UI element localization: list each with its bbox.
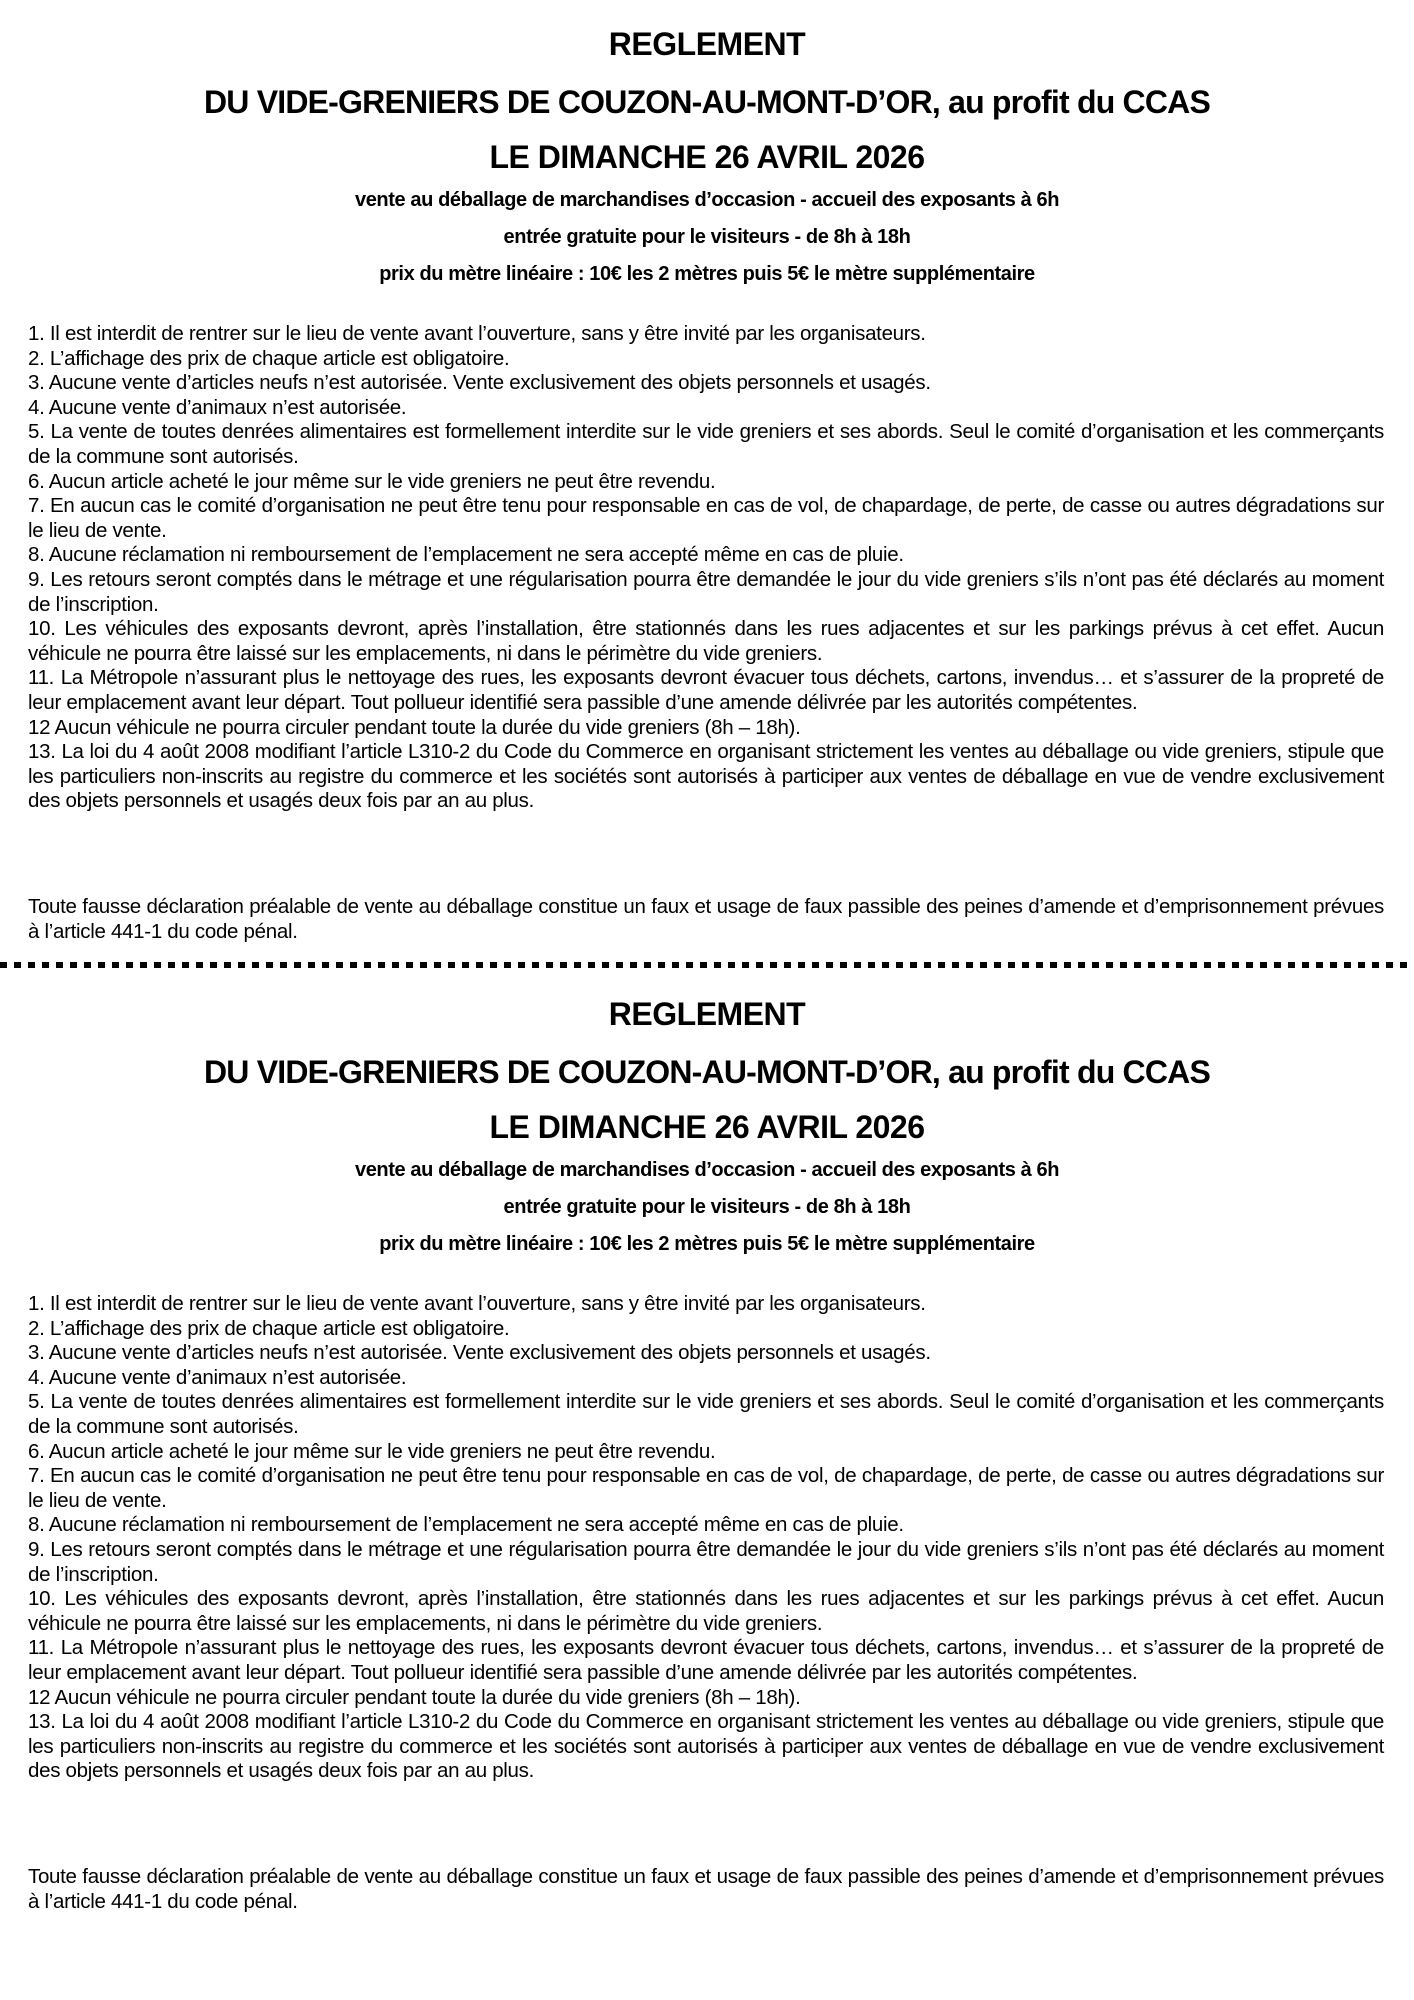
rule-item: 3. Aucune vente d’articles neufs n’est autorisée. Vente exclusivement des objets personnels et usagés. [28,371,931,395]
rule-item: 8. Aucune réclamation ni remboursement de l’emplacement ne sera accepté même en cas de pluie. [28,1513,904,1537]
rule-item: 9. Les retours seront comptés dans le métrage et une régularisation pourra être demandée le jour du vide greniers s’ils n’ont pas été déclarés au moment de l’inscription. [28,1537,1384,1586]
rules-list [28,1292,1384,1784]
rule-item: 4. Aucune vente d’animaux n’est autorisée. [28,395,407,419]
legal-disclaimer [28,895,1384,944]
rule-item: 1. Il est interdit de rentrer sur le lieu de vente avant l’ouverture, sans y être invité par les organisateurs. [28,1292,926,1315]
title-reglement: REGLEMENT [608,26,806,62]
title-event-name: DU VIDE-GRENIERS DE COUZON-AU-MONT-D’OR, au profit du CCAS [203,84,1211,120]
title-reglement: REGLEMENT [608,996,806,1032]
rule-item: 11. La Métropole n’assurant plus le nettoyage des rues, les exposants devront évacuer tous déchets, cartons, invendus… et s’assurer de la propreté de leur emplacement avant leur départ. Tout pollueur identifié sera passible d’une amende délivrée par les autorités compétentes. [28,1636,1384,1684]
rule-item: 1. Il est interdit de rentrer sur le lieu de vente avant l’ouverture, sans y être invité par les organisateurs. [28,322,926,345]
rule-item: 5. La vente de toutes denrées alimentaires est formellement interdite sur le vide greniers et ses abords. Seul le comité d’organisation et les commerçants de la commune sont autorisés. [28,420,1384,468]
rule-item: 10. Les véhicules des exposants devront, après l’installation, être stationnés dans les rues adjacentes et sur les parkings prévus à cet effet. Aucun véhicule ne pourra être laissé sur les emplacements, ni dans le périmètre du vide greniers. [28,617,1384,665]
disclaimer-text: Toute fausse déclaration préalable de vente au déballage constitue un faux et usage de faux passible des peines d’amende et d’emprisonnement prévues à l’article 441-1 du code pénal. [28,1865,1384,1913]
subtitle-visitor-hours: entrée gratuite pour le visiteurs - de 8h à 18h [503,226,911,248]
subtitle-pricing: prix du mètre linéaire : 10€ les 2 mètres puis 5€ le mètre supplémentaire [379,263,1035,285]
cut-line-separator [0,962,1414,968]
rule-item: 13. La loi du 4 août 2008 modifiant l’article L310-2 du Code du Commerce en organisant strictement les ventes au déballage ou vide greniers, stipule que les particuliers non-inscrits au registre du commerce et les sociétés sont autorisés à participer aux ventes de déballage en vue de vendre exclusivement des objets personnels et usagés deux fois par an au plus. [28,1710,1384,1783]
rule-item: 11. La Métropole n’assurant plus le nettoyage des rues, les exposants devront évacuer tous déchets, cartons, invendus… et s’assurer de la propreté de leur emplacement avant leur départ. Tout pollueur identifié sera passible d’une amende délivrée par les autorités compétentes. [28,666,1384,714]
subtitle-exhibitor-welcome: vente au déballage de marchandises d’occasion - accueil des exposants à 6h [354,1159,1060,1181]
rule-item: 12 Aucun véhicule ne pourra circuler pendant toute la durée du vide greniers (8h – 18h). [28,1685,801,1709]
rule-item: 13. La loi du 4 août 2008 modifiant l’article L310-2 du Code du Commerce en organisant strictement les ventes au déballage ou vide greniers, stipule que les particuliers non-inscrits au registre du commerce et les sociétés sont autorisés à participer aux ventes de déballage en vue de vendre exclusivement des objets personnels et usagés deux fois par an au plus. [28,740,1384,813]
subtitle-visitor-hours: entrée gratuite pour le visiteurs - de 8h à 18h [503,1196,911,1218]
rule-item: 7. En aucun cas le comité d’organisation ne peut être tenu pour responsable en cas de vol, de chapardage, de perte, de casse ou autres dégradations sur le lieu de vente. [28,494,1384,542]
rule-item: 5. La vente de toutes denrées alimentaires est formellement interdite sur le vide greniers et ses abords. Seul le comité d’organisation et les commerçants de la commune sont autorisés. [28,1390,1384,1438]
title-event-date: LE DIMANCHE 26 AVRIL 2026 [489,139,925,175]
rule-item: 7. En aucun cas le comité d’organisation ne peut être tenu pour responsable en cas de vol, de chapardage, de perte, de casse ou autres dégradations sur le lieu de vente. [28,1464,1384,1512]
title-event-name: DU VIDE-GRENIERS DE COUZON-AU-MONT-D’OR, au profit du CCAS [203,1054,1211,1090]
rules-list [28,322,1384,814]
rule-item: 6. Aucun article acheté le jour même sur le vide greniers ne peut être revendu. [28,469,716,493]
rule-item: 2. L’affichage des prix de chaque article est obligatoire. [28,346,510,370]
rule-item: 2. L’affichage des prix de chaque article est obligatoire. [28,1316,510,1340]
rule-item: 3. Aucune vente d’articles neufs n’est autorisée. Vente exclusivement des objets personnels et usagés. [28,1341,931,1365]
rule-item: 12 Aucun véhicule ne pourra circuler pendant toute la durée du vide greniers (8h – 18h). [28,715,801,739]
legal-disclaimer [28,1865,1384,1914]
subtitle-exhibitor-welcome: vente au déballage de marchandises d’occasion - accueil des exposants à 6h [354,189,1060,211]
rule-item: 4. Aucune vente d’animaux n’est autorisée. [28,1365,407,1389]
rule-item: 9. Les retours seront comptés dans le métrage et une régularisation pourra être demandée le jour du vide greniers s’ils n’ont pas été déclarés au moment de l’inscription. [28,567,1384,616]
rule-item: 6. Aucun article acheté le jour même sur le vide greniers ne peut être revendu. [28,1439,716,1463]
rule-item: 8. Aucune réclamation ni remboursement de l’emplacement ne sera accepté même en cas de pluie. [28,543,904,567]
disclaimer-text: Toute fausse déclaration préalable de vente au déballage constitue un faux et usage de faux passible des peines d’amende et d’emprisonnement prévues à l’article 441-1 du code pénal. [28,895,1384,943]
title-event-date: LE DIMANCHE 26 AVRIL 2026 [489,1109,925,1145]
rule-item: 10. Les véhicules des exposants devront, après l’installation, être stationnés dans les rues adjacentes et sur les parkings prévus à cet effet. Aucun véhicule ne pourra être laissé sur les emplacements, ni dans le périmètre du vide greniers. [28,1587,1384,1635]
subtitle-pricing: prix du mètre linéaire : 10€ les 2 mètres puis 5€ le mètre supplémentaire [379,1233,1035,1255]
